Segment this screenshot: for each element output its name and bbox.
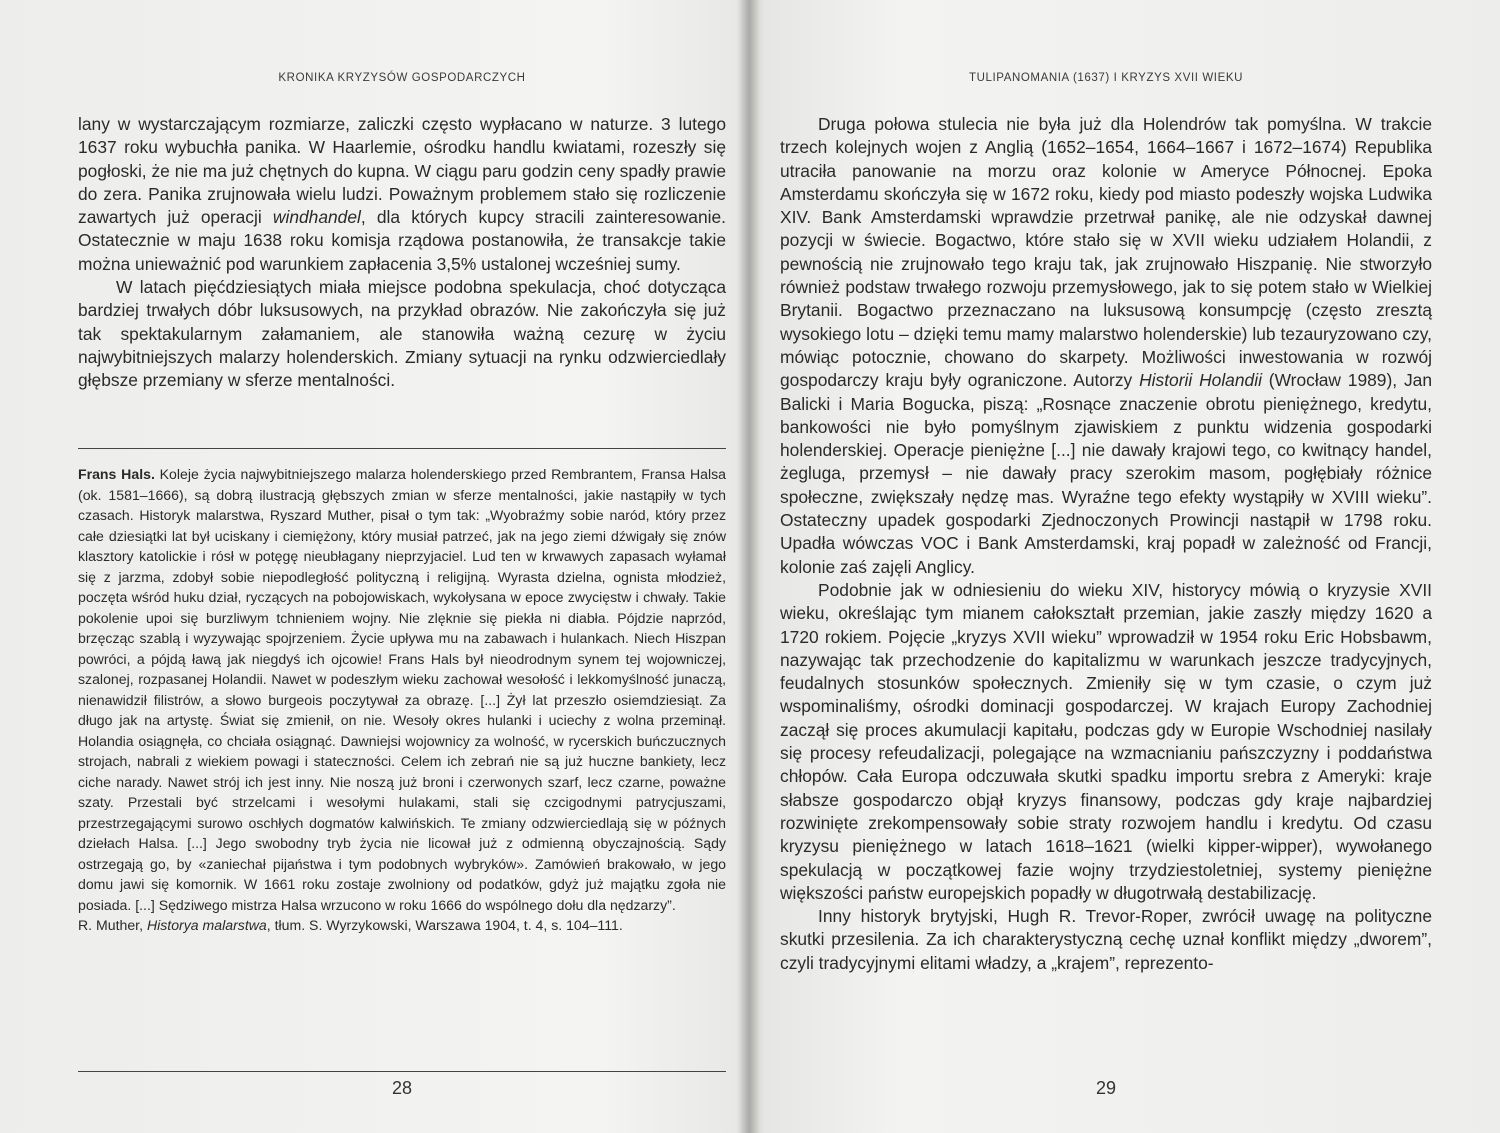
right-paragraph-2: Podobnie jak w odniesieniu do wieku XIV, historycy mówią o kryzysie XVII wieku, określając tym mianem całokształt przemian, jakie zaszły między 1620 a 1720 rokiem. Pojęcie „kryzys XVII wieku” wprowadził w 1954 roku Eric Hobsbawm, nazywając tak przechodzenie do kapitalizmu w warunkach jeszcze tradycyjnych, feudalnych stosunków społecznych. Zmieniły się w tym czasie, o czym już wspominaliśmy, ośrodki dominacji gospodarczej. W krajach Europy Zachodniej zaczął się proces akumulacji kapitału, podczas gdy w Europie Wschodniej nasilały się procesy refeudalizacji, polegające na wzmacnianiu pańszczyzny i poddaństwa chłopów. Cała Europa odczuwała skutki spadku importu srebra z Ameryki: kraje słabsze gospodarczo objął kryzys finansowy, podczas gdy kraje najbardziej rozwinięte zrekompensowały sobie straty rozwojem handlu i kredytu. Od czasu kryzysu pieniężnego w latach 1618–1621 (wielki kipper-wipper), wywołanego spekulacją w początkowej fazie wojny trzydziestoletniej, systemy pieniężne większości państw europejskich popadły w długotrwałą destabilizację.: [780, 579, 1432, 903]
left-paragraph-2: W latach pięćdziesiątych miała miejsce podobna spekulacja, choć dotycząca bardziej trwałych dóbr luksusowych, na przykład obrazów. Nie zakończyła się już tak spektakularnym załamaniem, ale stanowiła ważną cezurę w życiu najwybitniejszych malarzy holenderskich. Zmiany sytuacji na rynku odzwierciedlały głębsze przemiany w sferze mentalności.: [78, 277, 726, 391]
left-page-number: 28: [391, 1078, 413, 1098]
box-source: [78, 915, 726, 936]
book-gutter: [738, 0, 760, 1133]
box-paragraph: [78, 464, 726, 915]
left-body-text: [78, 113, 726, 393]
left-page: [78, 0, 726, 1133]
right-body-text: [780, 113, 1432, 975]
left-p1-text-a: lany w wystarczającym rozmiarze, zaliczki często wypłacano w naturze. 3 lutego 1637 roku wybuchła panika. W Haarlemie, ośrodku handlu kwiatami, rozeszły się pogłoski, że nie ma już chętnych do kupna. W ciągu paru godzin ceny spadły prawie do zera. Panika zrujnowała wielu ludzi. Poważnym problemem stało się rozliczenie zawartych już operacji: [78, 114, 726, 228]
left-p1-italic: windhandel: [272, 207, 361, 228]
left-running-head: KRONIKA KRYZYSÓW GOSPODARCZYCH: [278, 72, 526, 84]
box-source-author: R. Muther,: [78, 917, 147, 933]
right-p1-italic: Historii Holandii: [1139, 370, 1262, 391]
right-page-number: 29: [1095, 1078, 1117, 1098]
left-paragraph-1: [78, 113, 726, 276]
right-paragraph-1: [780, 113, 1432, 579]
box-top-rule: [78, 448, 726, 449]
left-p1-text-b: , dla których kupcy stracili zainteresowanie. Ostatecznie w maju 1638 roku komisja rządowa postanowiła, że transakcje takie można unieważnić pod warunkiem zapłacenia 3,5% ustalonej wcześniej sumy.: [78, 207, 726, 274]
box-source-title: Historya malarstwa: [146, 917, 267, 933]
frans-hals-box: [78, 464, 726, 936]
right-p1-text-a: Druga połowa stulecia nie była już dla Holendrów tak pomyślna. W trakcie trzech kolejnych wojen z Anglią (1652–1654, 1664–1667 i 1672–1674) Republika utraciła panowanie na morzu oraz kolonie w Ameryce Północnej. Epoka Amsterdamu skończyła się w 1672 roku, kiedy pod miasto podeszły wojska Ludwika XIV. Bank Amsterdamski wprawdzie przetrwał panikę, ale nie odzyskał dawnej pozycji w świecie. Bogactwo, które stało się w XVII wieku udziałem Holandii, z pewnością nie zrujnowało tego kraju tak, jak zrujnowało Hiszpanię. Nie stworzyło również podstaw trwałego rozwoju przemysłowego, jak to się potem stało w Wielkiej Brytanii. Bogactwo przeznaczano na luksusową konsumpcję (często zresztą wysokiego lotu – dzięki temu mamy malarstwo holenderskie) lub tezauryzowano czy, mówiąc potocznie, chowano do skarpety. Możliwości inwestowania w rozwój gospodarczy kraju były ograniczone. Autorzy: [780, 114, 1432, 391]
box-lead: Frans Hals.: [78, 466, 155, 482]
box-source-rest: , tłum. S. Wyrzykowski, Warszawa 1904, t. 4, s. 104–111.: [266, 917, 623, 933]
right-running-head: TULIPANOMANIA (1637) I KRYZYS XVII WIEKU: [968, 72, 1244, 84]
box-text: Koleje życia najwybitniejszego malarza holenderskiego przed Rembrantem, Fransa Halsa (ok. 1581–1666), są dobrą ilustracją głębszych zmian w sferze mentalności, jakie nastąpiły w tych czasach. Historyk malarstwa, Ryszard Muther, pisał o tym tak: „Wyobraźmy sobie naród, który przez całe dziesiątki lat był uciskany i ciemiężony, który musiał patrzeć, jak na jego ziemi dźwigały się znów klasztory katolickie i rósł w potęgę nieubłagany nieprzyjaciel. Lud ten w krwawych zapasach wyłamał się z jarzma, zdobył sobie niepodległość polityczną i religijną. Wyrasta dzielna, ognista młodzież, poczęta wśród huku dział, ryczących na pobojowiskach, wykołysana w epoce zwycięstw i chwały. Takie pokolenie upoi się burzliwym tchnieniem wojny. Nie zlęknie się piekła ni diabła. Pójdzie naprzód, brzęcząc szablą i wyzywając spojrzeniem. Życie upływa mu na zabawach i hulankach. Niech Hiszpan powróci, a pójdą ławą jak niegdyś ich ojcowie! Frans Hals był nieodrodnym synem tej wojowniczej, szalonej, rozpasanej Holandii. Nawet w podeszłym wieku zachował wesołość i lekkomyślność junaczą, nienawidził filistrów, a słowo burgeois poczytywał za obrazę. [...] Żył lat przeszło osiemdziesiąt. Za długo jak na artystę. Świat się zmienił, on nie. Wesoły okres hulanki i uciechy z wolna przeminął. Holandia osiągnęła, co chciała osiągnąć. Dawniejsi wojownicy za wolność, w rycerskich buńczucznych strojach, nabrali z wiekiem powagi i stateczności. Celem ich zebrań nie są już huczne bankiety, lecz ciche narady. Nawet strój ich jest inny. Nie noszą już broni i czerwonych szarf, lecz czarne, poważne szaty. Przestali być strzelcami i wesołymi hulakami, stali się czcigodnymi patrycjuszami, przestrzegającymi surowo oschłych dogmatów kalwińskich. Te zmiany odzwierciedlają się w późnych dziełach Halsa. [...] Jego swobodny tryb życia nie licował już z odmienną obyczajnością. Sądy ostrzegają go, by «zaniechał pijaństwa i tym podobnych wybryków». Zamówień brakowało, w jego domu jawi się komornik. W 1661 roku zostaje zwolniony od podatków, gdyż już majątku zgoła nie posiada. [...] Sędziwego mistrza Halsa wrzucono w roku 1666 do wspólnego dołu dla nędzarzy”.: [78, 466, 726, 913]
right-paragraph-3: Inny historyk brytyjski, Hugh R. Trevor-Roper, zwrócił uwagę na polityczne skutki przesilenia. Za ich charakterystyczną cechę uznał konflikt między „dworem”, czyli tradycyjnymi elitami władzy, a „krajem”, reprezento-: [780, 906, 1432, 973]
right-page: [780, 0, 1432, 1133]
right-p1-text-b: (Wrocław 1989), Jan Balicki i Maria Bogucka, piszą: „Rosnące znaczenie obrotu pieniężnego, kredytu, bankowości nie było pomyślnym zjawiskiem z punktu widzenia gospodarki holenderskiej. Operacje pieniężne [...] nie dawały krajowi tego, co kwitnący handel, żegluga, przemysł – nie dawały pracy szerokim masom, pogłębiały różnice społeczne, zwiększały nędzę mas. Wyraźne tego efekty wystąpiły w XVIII wieku”. Ostateczny upadek gospodarki Zjednoczonych Prowincji nastąpił w 1798 roku. Upadła wówczas VOC i Bank Amsterdamski, kraj popadł w zależność od Francji, kolonie zaś zajęli Anglicy.: [780, 370, 1432, 577]
box-bottom-rule: [78, 1071, 726, 1072]
